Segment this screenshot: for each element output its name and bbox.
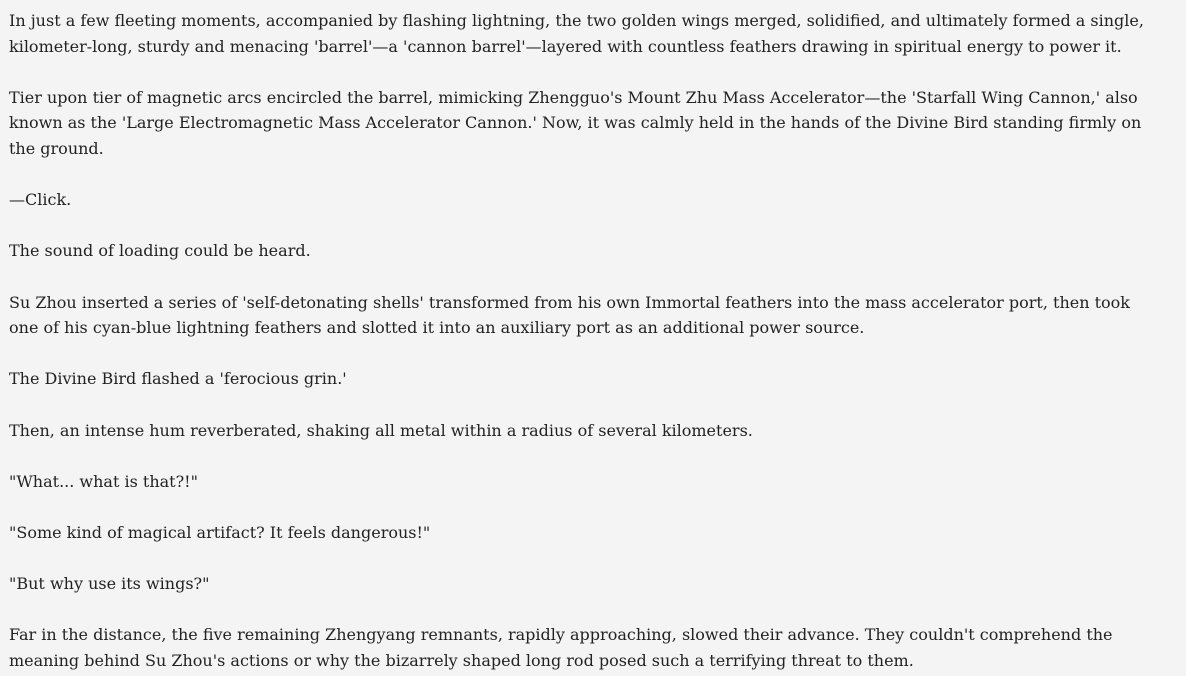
paragraph: —Click. xyxy=(9,190,72,210)
paragraph: Tier upon tier of magnetic arcs encircled the barrel, mimicking Zhengguo's Mount Zhu Mass Accelerator—the 'Starfall Wing Cannon,' also known as the 'Large Electromagnetic Mass Accelerator Cannon.' Now, it was calmly held in the hands of the Divine Bird standing firmly on the ground. xyxy=(9,87,1142,158)
paragraph: Far in the distance, the five remaining Zhengyang remnants, rapidly approaching, slowed their advance. They couldn't comprehend the meaning behind Su Zhou's actions or why the bizarrely shaped long rod posed such a terrifying threat to them. xyxy=(9,625,1113,670)
paragraph: "But why use its wings?" xyxy=(9,574,210,594)
paragraph: Then, an intense hum reverberated, shaking all metal within a radius of several kilometers. xyxy=(9,420,753,440)
paragraph: In just a few fleeting moments, accompanied by flashing lightning, the two golden wings merged, solidified, and ultimately formed a single, kilometer-long, sturdy and menacing 'barrel'—a 'cannon barrel'—layered with countless feathers drawing in spiritual energy to power it. xyxy=(9,11,1144,56)
paragraph: Su Zhou inserted a series of 'self-detonating shells' transformed from his own Immortal feathers into the mass accelerator port, then took one of his cyan-blue lightning feathers and slotted it into an auxiliary port as an additional power source. xyxy=(9,292,1130,338)
paragraph: The sound of loading could be heard. xyxy=(9,241,311,261)
paragraph: "What... what is that?!" xyxy=(9,471,198,491)
paragraph: The Divine Bird flashed a 'ferocious grin.' xyxy=(9,369,347,389)
paragraph: "Some kind of magical artifact? It feels dangerous!" xyxy=(9,522,431,542)
